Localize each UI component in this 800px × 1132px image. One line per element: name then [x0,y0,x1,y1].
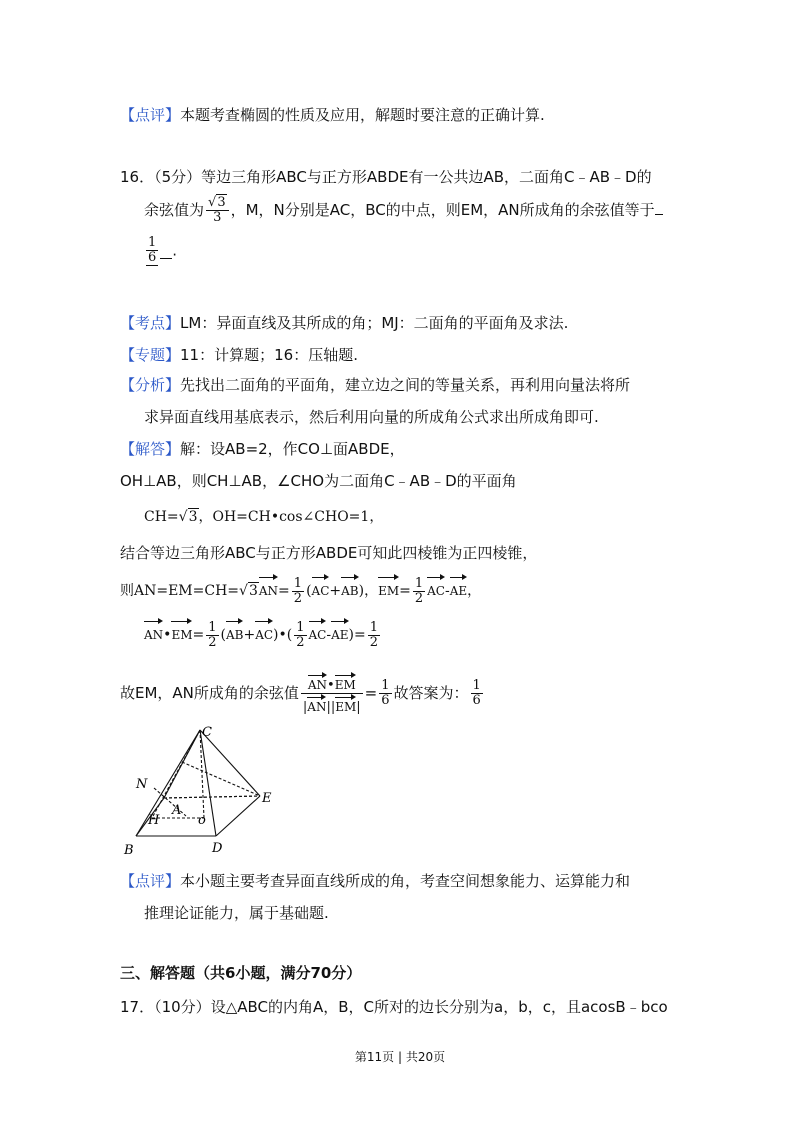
zhuanti-line [120,344,358,366]
fenxi-text-2: 求异面直线用基底表示，然后利用向量的所成角公式求出所成角即可. [144,408,599,426]
half-num-3: 1 [208,619,217,635]
oh-eq: ，OH=CH•cos∠CHO=1， [198,509,384,525]
q16-number: 16．（5分） [120,168,202,186]
label-n: N [136,777,148,792]
ch-sqrt-radicand: 3 [188,509,198,525]
vec-em-3: EM [335,672,356,692]
half-den-3: 2 [208,634,217,650]
label-c: C [202,725,212,740]
half-num: 1 [293,575,303,591]
jieda-tag: 【解答】 [120,440,181,458]
cos-res-num: 1 [381,678,390,693]
vec-ae: AE [450,574,467,602]
vec-an-4: AN [307,694,326,714]
edge-de [216,796,260,836]
section-3-text: 三、解答题（共6小题，满分70分） [120,964,362,982]
fenxi-tag: 【分析】 [120,376,181,394]
zhuanti-tag: 【专题】 [120,346,181,364]
vec-ae-2: AE [331,618,348,646]
pyramid-figure [118,722,288,862]
q16-tail: . [172,241,178,260]
q16-answer-fraction [146,236,158,266]
q16-text-1: 等边三角形ABC与正方形ABDE有一公共边AB，二面角C﹣AB﹣D的 [201,168,652,186]
q16-sqrt-radicand: 3 [217,195,226,210]
jieda-text-2: OH⊥AB，则CH⊥AB，∠CHO为二面角C﹣AB﹣D的平面角 [120,472,517,490]
q16-text-2b: ，M，N分别是AC，BC的中点，则EM，AN所成角的余弦值等于 [230,201,655,219]
q17-line [120,996,668,1018]
q16-frac-den: 3 [213,210,222,225]
cos-formula: $\frac{AN•EM}{|AN||EM|}$ [301,672,363,715]
fenxi-line-2 [144,406,599,428]
jieda-line-5: 则AN=EM=CH=√3AN= $\frac{1}{2}$ (AC+AB)，EM= $\frac{1}{2}$ AC-AE， [120,575,482,606]
vec-ac-3: AC [255,618,273,646]
q16-answer-line [144,236,177,266]
line-em [164,796,260,798]
an-sqrt: √3 [239,583,258,599]
review-2-tag: 【点评】 [120,872,181,890]
review-2-text-1: 本小题主要考查异面直线所成的角，考查空间想象能力、运算能力和 [180,872,631,890]
half-frac-4 [294,621,306,650]
vec-ac-4: AC [309,618,327,646]
q17-number: 17．（10分） [120,998,211,1016]
page-footer: 第11页 | 共20页 [354,1050,446,1064]
jieda-line-2 [120,470,517,492]
vec-em-4: EM [335,694,356,714]
an-sqrt-radicand: 3 [248,583,258,599]
vec-an: AN [259,574,278,602]
q16-line-2 [144,196,663,225]
q16-line-1 [120,166,652,188]
jieda-line-7: 故EM，AN所成角的余弦值 $\frac{AN•EM}{|AN||EM|}$ = $\frac{1}{6}$ 故答案为： $\frac{1}{6}$ [120,672,485,715]
label-b: B [124,843,134,858]
label-d: D [212,841,223,856]
half-num-2: 1 [414,575,424,591]
vec-em: EM [378,574,399,602]
label-h: H [148,813,160,828]
half-den: 2 [293,590,303,606]
vec-ab-2: AB [226,618,243,646]
half-frac-1 [292,577,304,606]
review-2-text-2: 推理论证能力，属于基础题. [144,904,329,922]
vec-ac-2: AC [427,574,445,602]
vec-ab: AB [341,574,358,602]
final-den: 6 [472,693,481,708]
jieda-line-6: AN•EM= $\frac{1}{2}$ (AB+AC)•( $\frac{1}{2}$ AC-AE)= $\frac{1}{2}$ [144,619,379,650]
kaodian-text: LM：异面直线及其所成的角；MJ：二面角的平面角及求法. [180,314,569,332]
jieda-line-4 [120,542,537,564]
half-den-4: 2 [296,634,305,650]
q17-text: 设△ABC的内角A，B，C所对的边长分别为a，b，c，且acosB﹣bco [210,998,668,1016]
final-num: 1 [472,678,481,693]
q16-answer-den: 6 [148,250,157,265]
fenxi-text-1: 先找出二面角的平面角，建立边之间的等量关系，再利用向量法将所 [180,376,631,394]
review-1 [120,104,545,126]
answer-blank [655,200,663,215]
result-half-den: 2 [369,634,379,650]
final-answer [471,679,483,708]
vec-ac: AC [312,574,330,602]
vec-an-3: AN [308,672,327,692]
review-tag: 【点评】 [120,106,181,124]
kaodian-line [120,312,568,334]
fenxi-line-1 [120,374,630,396]
answer-text: 故答案为： [393,684,469,702]
eq-sign: = [354,627,366,643]
line-ce-inner [182,762,260,796]
result-half [368,621,380,650]
q16-answer-num: 1 [148,235,157,250]
half-frac-3 [206,621,218,650]
review-text: 本题考查椭圆的性质及应用，解题时要注意的正确计算. [180,106,545,124]
kaodian-tag: 【考点】 [120,314,181,332]
half-den-2: 2 [414,590,424,606]
review-2-line-2 [144,902,329,924]
label-o: o [198,813,206,828]
half-frac-2 [413,577,425,606]
section-3-heading [120,962,361,984]
cos-result [379,679,391,708]
q16-cos-fraction: $\frac{√3}{3}$ [206,196,229,225]
result-half-num: 1 [369,619,379,635]
jieda-text-4: 结合等边三角形ABC与正方形ABDE可知此四棱锥为正四棱锥， [120,544,538,562]
zhuanti-text: 11：计算题；16：压轴题. [180,346,358,364]
cos-text: 故EM，AN所成角的余弦值 [120,684,299,702]
jieda-line-1 [120,438,405,460]
review-2-line-1 [120,870,630,892]
cos-res-den: 6 [381,693,390,708]
ch-eq: CH= [144,509,179,525]
label-a: A [172,803,182,818]
jieda-text-1: 解：设AB=2，作CO⊥面ABDE， [180,440,405,458]
label-e: E [262,791,272,806]
vec-an-2: AN [144,618,163,646]
half-num-4: 1 [296,619,305,635]
vec-em-2: EM [171,618,192,646]
an-em-ch: 则AN=EM=CH= [120,583,240,599]
jieda-line-3 [144,506,383,528]
q16-text-2a: 余弦值为 [144,201,205,219]
ch-sqrt: √3 [178,509,198,525]
